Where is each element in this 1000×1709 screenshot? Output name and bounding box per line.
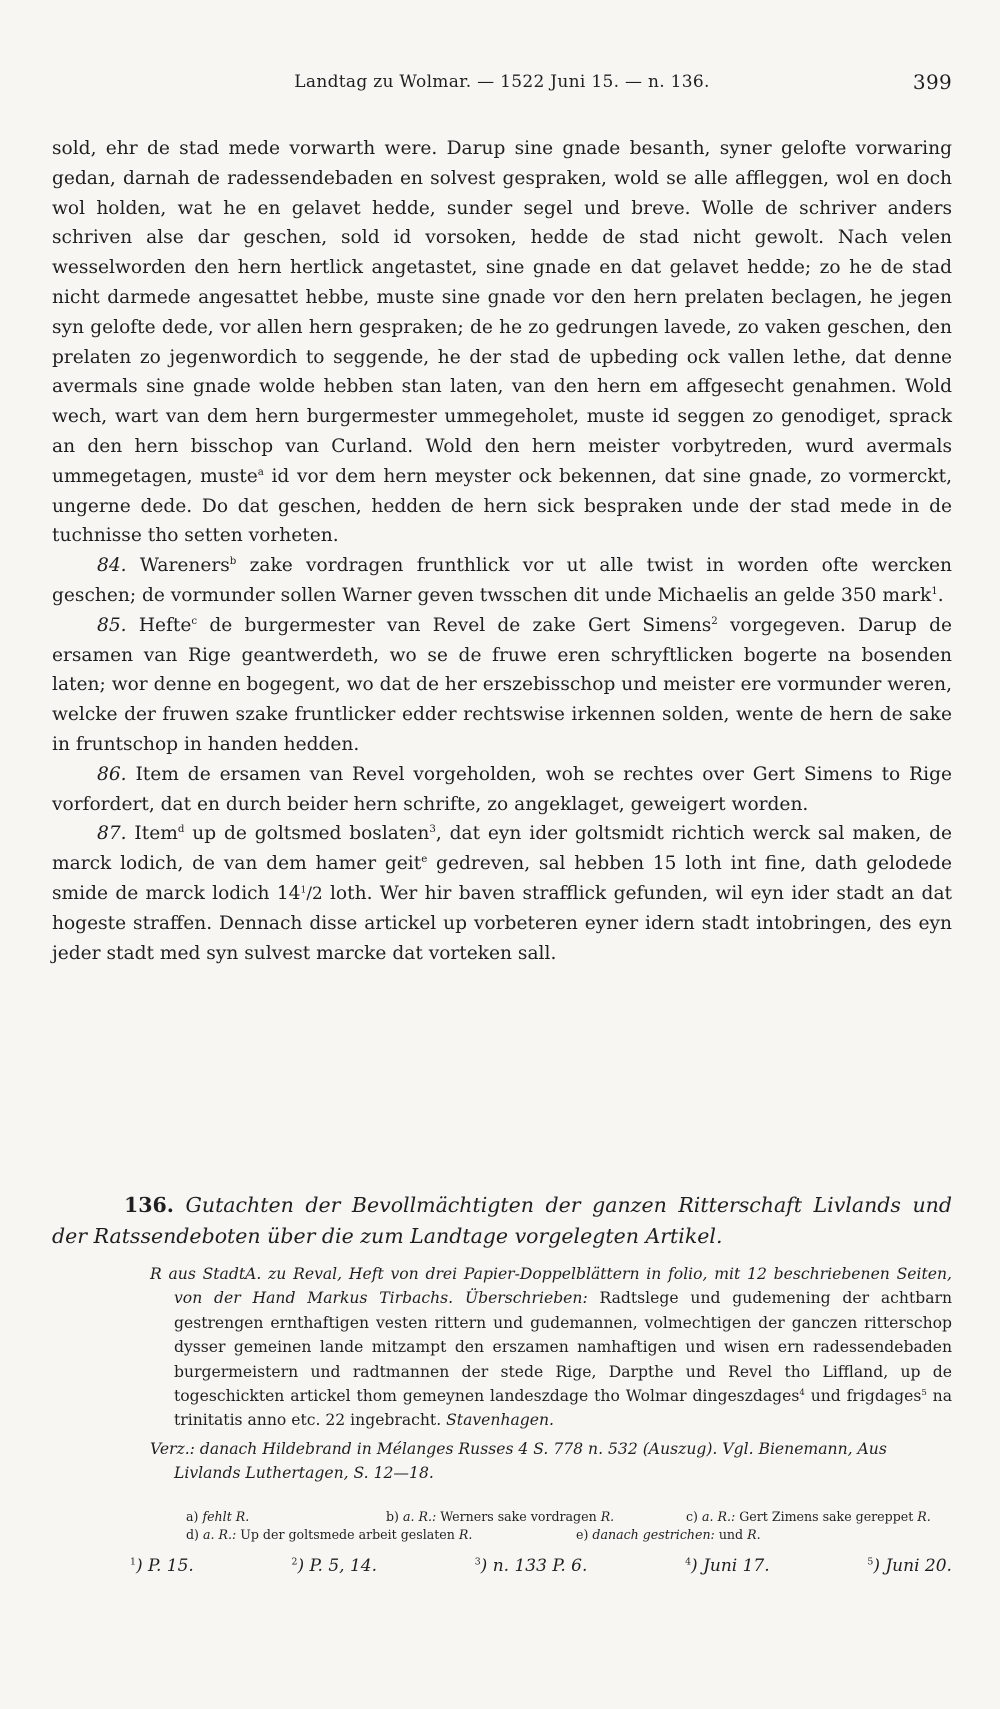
paragraph-number-86: 86. xyxy=(97,763,127,785)
note-text-d: Up der goltsmede arbeit geslaten xyxy=(236,1526,455,1542)
note-pre-d: a. R.: xyxy=(203,1526,237,1542)
source-siglum: R xyxy=(150,1265,162,1283)
note-label-e: e) xyxy=(576,1526,589,1542)
paragraph-87 xyxy=(52,819,952,968)
notes-row-1 xyxy=(52,1508,952,1526)
p83-text-1: muste xyxy=(200,465,258,487)
paragraph-number-84: 84. xyxy=(97,555,127,577)
p87-text-1: Item xyxy=(126,823,178,845)
paragraph-continuation xyxy=(52,134,952,551)
document-number: 136. xyxy=(124,1193,174,1217)
continuation-text: sold, ehr de stad mede vorwarth were. Darup sine gnade besanth, syner gelofte vorwaring gedan, darnah de radessendebaden en solvest gespraken, wold se alle affleggen, wol en doch wol holden, wat he en gelavet hedde, sunder segel und breve. Wolle de schriver anders schriven alse dar geschen, sold id vorsoken, hedde de stad nicht gewolt. Nach velen wesselworden den hern hertlick angetastet, sine gnade en dat gelavet hedde; zo he de stad nicht darmede angesattet hebbe, muste sine gnade vor den hern prelaten beclagen, he jegen syn gelofte dede, vor allen hern gespraken; de he zo gedrungen lavede, zo vaken geschen, den prelaten zo jegenwordich to seggende, he der stad de upbeding ock vallen lethe, dat denne avermals sine gnade wolde hebben stan laten, van den hern em affgesecht genahmen. Wold wech, wart van dem hern burgermester ummegeholet, muste id seggen zo genodiget, sprack an den hern bisschop van Curland. Wold den hern meister vorbytreden, wurd avermals ummegetagen, xyxy=(52,138,952,487)
footnote-text-5: Juni 20. xyxy=(885,1555,952,1576)
footnote-ref-4: 4 xyxy=(799,1387,805,1398)
paragraph-84 xyxy=(52,551,952,611)
p87-text-3: , dat eyn ider goltsmidt richtich werck sal maken, de marck lodich, de van dem hamer geit xyxy=(52,823,952,875)
p84-text-3: . xyxy=(937,584,944,606)
document-title-text: Gutachten der Bevollmächtigten der ganzen Ritterschaft Livlands und der Ratssendeboten über die zum Landtage vorgelegten Artikel. xyxy=(52,1193,952,1248)
page-number: 399 xyxy=(912,70,952,94)
p84-text-1: Wareners xyxy=(126,555,230,577)
paragraph-86 xyxy=(52,760,952,820)
footnote-4: $^4$) Juni 17. xyxy=(685,1555,770,1576)
textual-note-e xyxy=(576,1526,952,1544)
p87-text-2: up de goltsmed boslaten xyxy=(184,823,430,845)
note-text-e: und xyxy=(714,1526,744,1542)
bibliography: Verz.: danach Hildebrand in Mélanges Russes 4 S. 778 n. 532 (Auszug). Vgl. Bienemann, Aus Livlands Luthertagen, S. 12—18. xyxy=(150,1439,887,1483)
note-label-c: c) xyxy=(686,1508,698,1524)
note-label-a: a) xyxy=(186,1508,199,1524)
note-post-e: R. xyxy=(743,1526,761,1542)
source-heading-text-2: und frigdages xyxy=(804,1387,922,1406)
footnote-number-4: 4 xyxy=(685,1556,692,1567)
footnote-text-1: P. 15. xyxy=(148,1555,194,1576)
footnote-text-3: n. 133 P. 6. xyxy=(492,1555,588,1576)
p85-text-1: Hefte xyxy=(126,614,192,636)
note-text-a: fehlt R. xyxy=(202,1508,250,1524)
note-pre-b: a. R.: xyxy=(403,1508,437,1524)
p87-text-4: gedreven, sal hebben 15 loth int fine, dath gelodede smide de marck lodich 14 xyxy=(52,853,952,904)
fraction-numerator: 1 xyxy=(300,884,307,896)
footnote-ref-2: 2 xyxy=(711,615,718,627)
note-ref-e: e xyxy=(421,853,428,865)
source-heading-text-3: na trinitatis anno etc. 22 ingebracht. xyxy=(174,1387,953,1430)
footnote-3: $^3$) n. 133 P. 6. xyxy=(474,1555,588,1576)
footnote-number-5: 5 xyxy=(867,1556,874,1567)
note-ref-a: a xyxy=(257,466,264,478)
footnote-2: $^2$) P. 5, 14. xyxy=(291,1555,378,1576)
notes-row-2 xyxy=(52,1526,952,1544)
running-header xyxy=(52,72,952,92)
note-post-c: R. xyxy=(913,1508,931,1524)
textual-note-d xyxy=(52,1526,576,1544)
footnote-text-2: P. 5, 14. xyxy=(309,1555,378,1576)
note-ref-c: c xyxy=(191,615,198,627)
source-description xyxy=(52,1262,952,1433)
note-pre-e: danach gestrichen: xyxy=(592,1526,715,1542)
paragraph-number-85: 85. xyxy=(97,614,127,636)
note-ref-b: b xyxy=(229,555,237,567)
note-text-b: Werners sake vordragen xyxy=(436,1508,597,1524)
footnote-number-3: 3 xyxy=(474,1556,481,1567)
document-136 xyxy=(52,1190,952,1576)
p83-text-2: id vor dem hern meyster ock bekennen, dat sine gnade, zo vormerckt, ungerne dede. Do dat geschen, hedden de hern sick bespraken unde der stad mede in de tuchnisse tho setten vorheten. xyxy=(52,465,952,547)
p86-text-1: Item de ersamen van Revel vorgeholden, woh se rechtes over Gert Simens to Rige vorfordert, dat en durch beider hern schrifte, zo angeklaget, geweigert worden. xyxy=(52,763,952,815)
footnote-number-2: 2 xyxy=(291,1556,298,1567)
footnote-ref-5: 5 xyxy=(921,1387,927,1398)
fraction-denominator: /2 xyxy=(306,882,323,903)
source-heading-text: Radtslege und gudemening der achtbarn gestrengen ernthaftigen vesten rittern und gudemannen, volmechtigen der ganczen ritterschop dysser gemeinen lande mitzampt den erszamen namhaftigen und wisen ern radessendebaden burgermeistern und radtmannen der stede Rige, Darpthe und Revel tho Liffland, up de togeschickten artickel thom gemeynen landeszdage tho Wolmar dingeszdages xyxy=(174,1289,952,1406)
note-label-b: b) xyxy=(386,1508,399,1524)
p85-text-3: vorgegeven. Darup de ersamen van Rige geantwerdeth, wo se de fruwe eren schryftlicken bogerte na bosenden laten; wor denne en bogegent, wo dat de her erszebisschop und meister ere vormunder weren, welcke der fruwen szake fruntlicker edder rechtswise irkennen solden, wente de hern de sake in fruntschop in handen hedden. xyxy=(52,614,952,755)
note-ref-d: d xyxy=(177,824,185,836)
footnote-5: $^5$) Juni 20. xyxy=(867,1555,952,1576)
footnotes xyxy=(52,1556,952,1576)
p87-text-5: loth. Wer hir baven strafflick gefunden, wil eyn ider stadt an dat hogeste straffen. Dennach disse artickel up vorbeteren eyner idern stadt intobringen, des eyn jeder stadt med syn sulvest marcke dat vorteken sall. xyxy=(52,882,952,964)
running-title: Landtag zu Wolmar. — 1522 Juni 15. — n. 136. xyxy=(294,72,710,92)
footnote-ref-3: 3 xyxy=(429,824,436,836)
note-pre-c: a. R.: xyxy=(701,1508,736,1524)
textual-note-c xyxy=(686,1508,952,1526)
fraction xyxy=(301,883,323,903)
p84-text-2: zake vordragen frunthlick vor ut alle twist in worden ofte wercken geschen; de vormunder sollen Warner geven twsschen dit unde Michaelis an gelde 350 mark xyxy=(52,555,952,606)
footnote-1: $^1$) P. 15. xyxy=(130,1555,194,1576)
source-signer: Stavenhagen. xyxy=(441,1411,555,1430)
note-post-d: R. xyxy=(454,1526,473,1542)
paragraph-number-87: 87. xyxy=(97,823,127,845)
textual-note-a xyxy=(52,1508,386,1526)
footnote-number-1: 1 xyxy=(130,1556,136,1567)
textual-notes xyxy=(52,1508,952,1544)
footnote-text-4: Juni 17. xyxy=(703,1555,770,1576)
note-text-c: Gert Zimens sake gereppet xyxy=(735,1508,914,1524)
note-label-d: d) xyxy=(186,1526,199,1542)
p85-text-2: de burgermester van Revel de zake Gert Simens xyxy=(197,614,712,636)
note-post-b: R. xyxy=(596,1508,615,1524)
footnote-ref-1: 1 xyxy=(931,585,938,597)
main-text xyxy=(52,134,952,968)
source-italic-text: aus StadtA. zu Reval, Heft von drei Papier-Doppelblättern in folio, mit 12 beschriebenen Seiten, von der Hand Markus Tirbachs. Überschrieben: xyxy=(168,1265,952,1308)
paragraph-85 xyxy=(52,611,952,760)
textual-note-b xyxy=(386,1508,686,1526)
document-title xyxy=(52,1190,952,1252)
